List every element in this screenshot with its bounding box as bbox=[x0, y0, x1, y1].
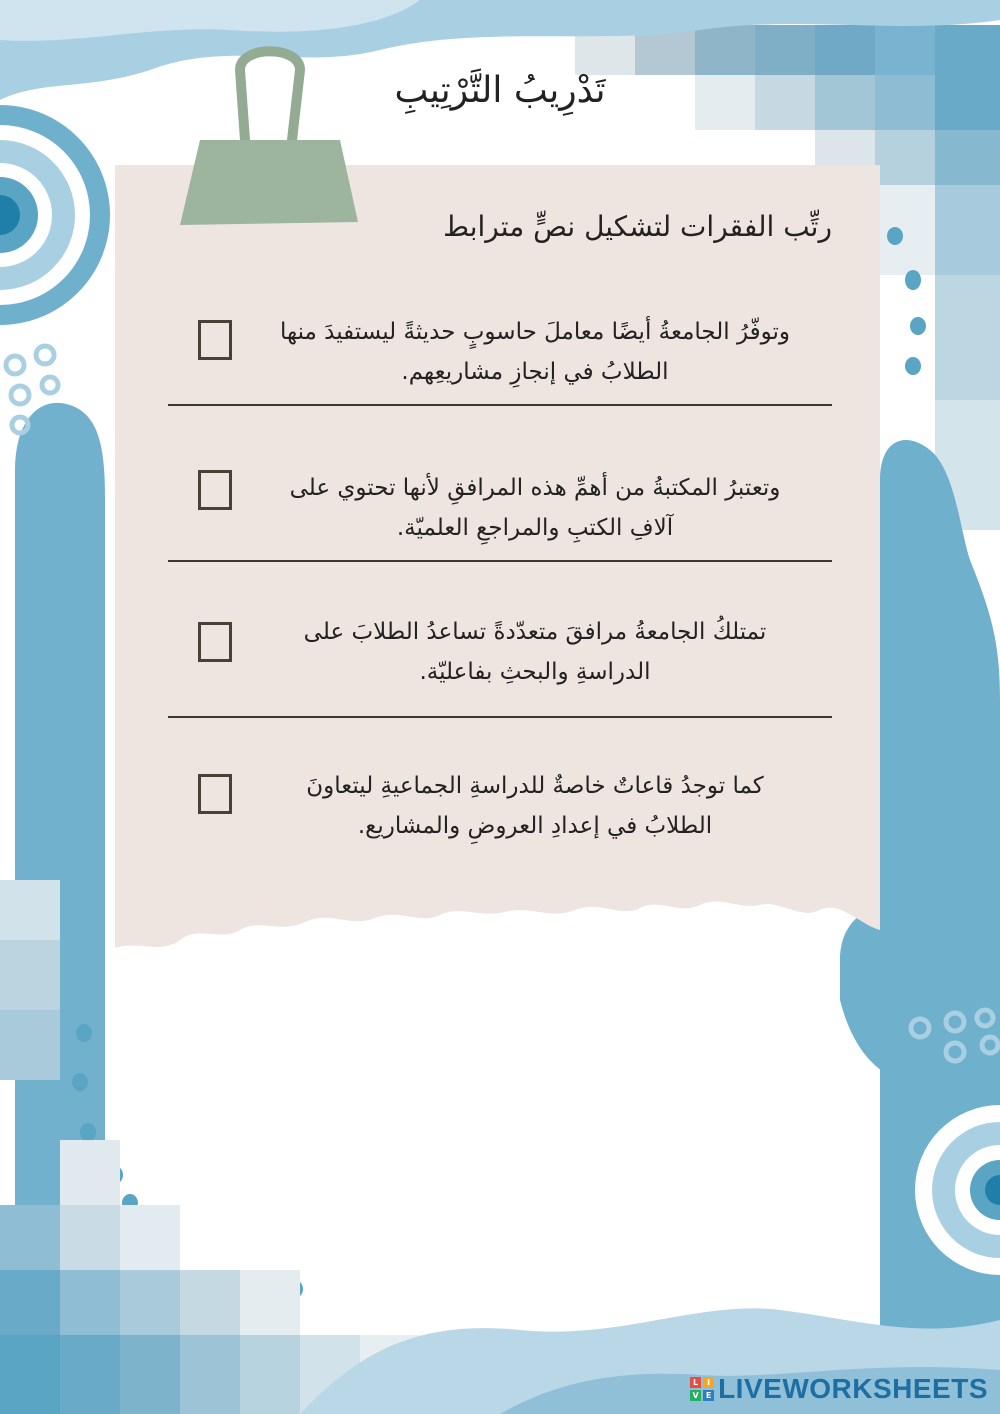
divider bbox=[168, 716, 832, 718]
logo-letter: I bbox=[703, 1377, 714, 1388]
list-item bbox=[168, 468, 832, 558]
checkbox-icon[interactable] bbox=[198, 470, 232, 510]
logo-letter: L bbox=[690, 1377, 701, 1388]
item-line: الطلابُ في إعدادِ العروضِ والمشاريع. bbox=[357, 813, 713, 839]
item-line: وتوفّرُ الجامعةُ أيضًا معاملَ حاسوبٍ حديثةً ليستفيدَ منها bbox=[279, 319, 791, 345]
item-line: تمتلكُ الجامعةُ مرافقَ متعدّدةً تساعدُ الطلابَ على bbox=[303, 619, 767, 645]
item-text bbox=[238, 312, 832, 392]
instruction-text: رتِّب الفقرات لتشكيل نصٍّ مترابط bbox=[443, 210, 832, 243]
checkbox-icon[interactable] bbox=[198, 320, 232, 360]
logo-grid-icon bbox=[690, 1377, 714, 1401]
item-line: الطلابُ في إنجازِ مشاريعِهم. bbox=[401, 359, 669, 385]
concentric-circle-left bbox=[0, 105, 110, 325]
item-line: كما توجدُ قاعاتٌ خاصةٌ للدراسةِ الجماعيةِ ليتعاونَ bbox=[306, 773, 764, 799]
divider bbox=[168, 404, 832, 406]
item-text bbox=[238, 766, 832, 846]
logo-letter: E bbox=[703, 1390, 714, 1401]
liveworksheets-logo[interactable] bbox=[690, 1372, 988, 1406]
list-item bbox=[168, 766, 832, 856]
item-line: الدراسةِ والبحثِ بفاعليّة. bbox=[419, 659, 651, 685]
logo-letter: V bbox=[690, 1390, 701, 1401]
item-text bbox=[238, 468, 832, 548]
worksheet-title: تَدْرِيبُ التَّرْتِيبِ bbox=[394, 70, 606, 111]
item-line: آلافِ الكتبِ والمراجعِ العلميّة. bbox=[396, 515, 674, 541]
item-line: وتعتبرُ المكتبةُ من أهمِّ هذه المرافقِ لأنها تحتوي على bbox=[289, 475, 781, 501]
list-item bbox=[168, 612, 832, 702]
checkbox-icon[interactable] bbox=[198, 622, 232, 662]
checkbox-icon[interactable] bbox=[198, 774, 232, 814]
divider bbox=[168, 560, 832, 562]
item-text bbox=[238, 612, 832, 692]
logo-text: LIVEWORKSHEETS bbox=[718, 1373, 988, 1404]
list-item bbox=[168, 312, 832, 402]
